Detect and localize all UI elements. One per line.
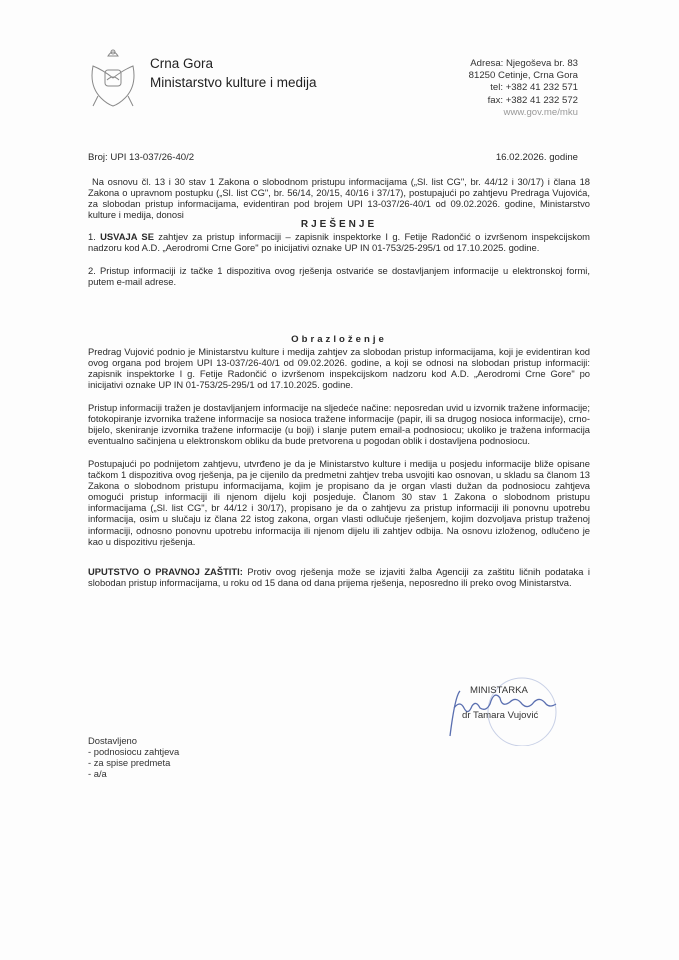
legal-remedy-label: UPUTSTVO O PRAVNOJ ZAŠTITI: <box>88 566 243 577</box>
delivery-list <box>88 735 179 779</box>
reasoning-paragraph: Pristup informaciji tražen je dostavljanjem informacije na sljedeće načine: neposredan uvid u izvornik tražene informacije; fotokopiranje izvornika tražene informacije sa nosioca tražene informacije (papir, ili sa drugog nosioca informacije), crno-bijelo, skeniranje izvornika tražene informacije (u boji) i slanje putem email-a podnosiocu; ukoliko je tražena informacija eventualno sačinjena u elektronskom obliku da bude pretvorena u pogodan oblik i dostavljena podnosiocu. <box>88 402 590 447</box>
decision-item-2: 2. Pristup informaciji iz tačke 1 dispozitiva ovog rješenja ostvariće se dostavljanjem informacije u elektronskoj formi, putem e-mail adrese. <box>88 265 590 288</box>
decision-title: RJEŠENJE <box>300 219 378 230</box>
legal-remedy-text: Protiv ovog rješenja može se izjaviti žalba Agenciji za zaštitu ličnih podataka i slobodan pristup informacijama, u roku od 15 dana od dana prijema rješenja, neposredno ili preko ovog Ministarstva. <box>88 566 590 589</box>
fax-line: fax: +382 41 232 572 <box>487 94 578 106</box>
country-name: Crna Gora <box>150 56 214 71</box>
reference-number: Broj: UPI 13-037/26-40/2 <box>88 152 195 163</box>
city-line: 81250 Cetinje, Crna Gora <box>468 70 578 82</box>
intro-paragraph: Na osnovu čl. 13 i 30 stav 1 Zakona o slobodnom pristupu informacijama („Sl. list CG", br. 44/12 i 30/17) i člana 18 Zakona o upravnom postupku („Sl. list CG", br. 56/14, 20/15, 40/16 i 37/17), postupajući po zahtjevu Predraga Vujovića, za slobodan pristup informacijama, evidentiran pod brojem UPI 13-037/26-40/1 od 09.02.2026. godine, Ministarstvo kulture i medija, donosi <box>88 176 590 221</box>
decision-item-text: zahtjev za pristup informaciji – zapisnik inspektorke I g. Fetije Radončić o izvršenom inspekcijskom nadzoru kod A.D. „Aerodromi Crne Gore" po inicijativi oznake UP IN 01-753/25-295/1 od 17.10.2025. godine. <box>88 231 590 254</box>
contact-address <box>469 58 578 119</box>
signatory-title: MINISTARKA <box>470 685 528 696</box>
decision-verdict: USVAJA SE <box>100 231 154 242</box>
phone-line: tel: +382 41 232 571 <box>490 82 578 94</box>
coat-of-arms-logo <box>88 46 138 112</box>
item-number: 1. <box>88 231 101 242</box>
reasoning-paragraph: Predrag Vujović podnio je Ministarstvu kulture i medija zahtjev za slobodan pristup informacijama, koji je evidentiran kod ovog organa pod brojem UPI 13-037/26-40/1 od 09.02.2026. godine, a koji se odnosi na slobodan pristup informaciji: zapisnik inspektorke I g. Fetije Radončić o izvršenom inspekcijskom nadzoru kod A.D. „Aerodromi Crne Gore" po inicijativi oznake UP IN 01-753/25-295/1 od 17.10.2025. godine. <box>88 346 590 391</box>
delivery-item: - za spise predmeta <box>88 757 171 768</box>
reasoning-paragraph: Postupajući po podnijetom zahtjevu, utvrđeno je da je Ministarstvo kulture i medija u posjedu informacije bliže opisane tačkom 1 dispozitiva ovog rješenja, pa je cijenilo da predmetni zahtjev treba usvojiti kao osnovan, u skladu sa članom 13 Zakona o slobodnom pristupu informacijama, kojim je propisano da je organ vlasti dužan da podnosiocu zahtjeva omogući pristup informaciji ili njenom dijelu koji posjeduje. Članom 30 stav 1 Zakona o slobodnom pristupu informacijama („Sl. list CG", br 44/12 i 30/17), propisano je da o zahtjevu za pristup informaciji ili ponovnu upotrebu informacija, osim u slučaju iz člana 22 istog zakona, organ vlasti odlučuje rješenjem, kojim dozvoljava pristup traženoj informaciji, odnosno ponovnu upotrebu informacija ili njenom dijelu ili zahtjev odbija. Na osnovu izloženog, odlučeno je kao u dispozitivu rješenja. <box>88 458 590 547</box>
signatory-name: dr Tamara Vujović <box>462 710 539 721</box>
reasoning-title: Obrazloženje <box>291 334 387 345</box>
document-date: 16.02.2026. godine <box>495 152 578 163</box>
delivery-item: - podnosiocu zahtjeva <box>88 746 180 757</box>
address-line: Adresa: Njegoševa br. 83 <box>470 58 578 69</box>
delivery-label: Dostavljeno <box>88 735 137 746</box>
ministry-name: Ministarstvo kulture i medija <box>150 75 317 90</box>
decision-item-1 <box>88 231 590 253</box>
website-link[interactable]: www.gov.me/mku <box>503 106 578 118</box>
delivery-item: - a/a <box>88 768 107 779</box>
legal-remedy-paragraph <box>88 566 590 588</box>
